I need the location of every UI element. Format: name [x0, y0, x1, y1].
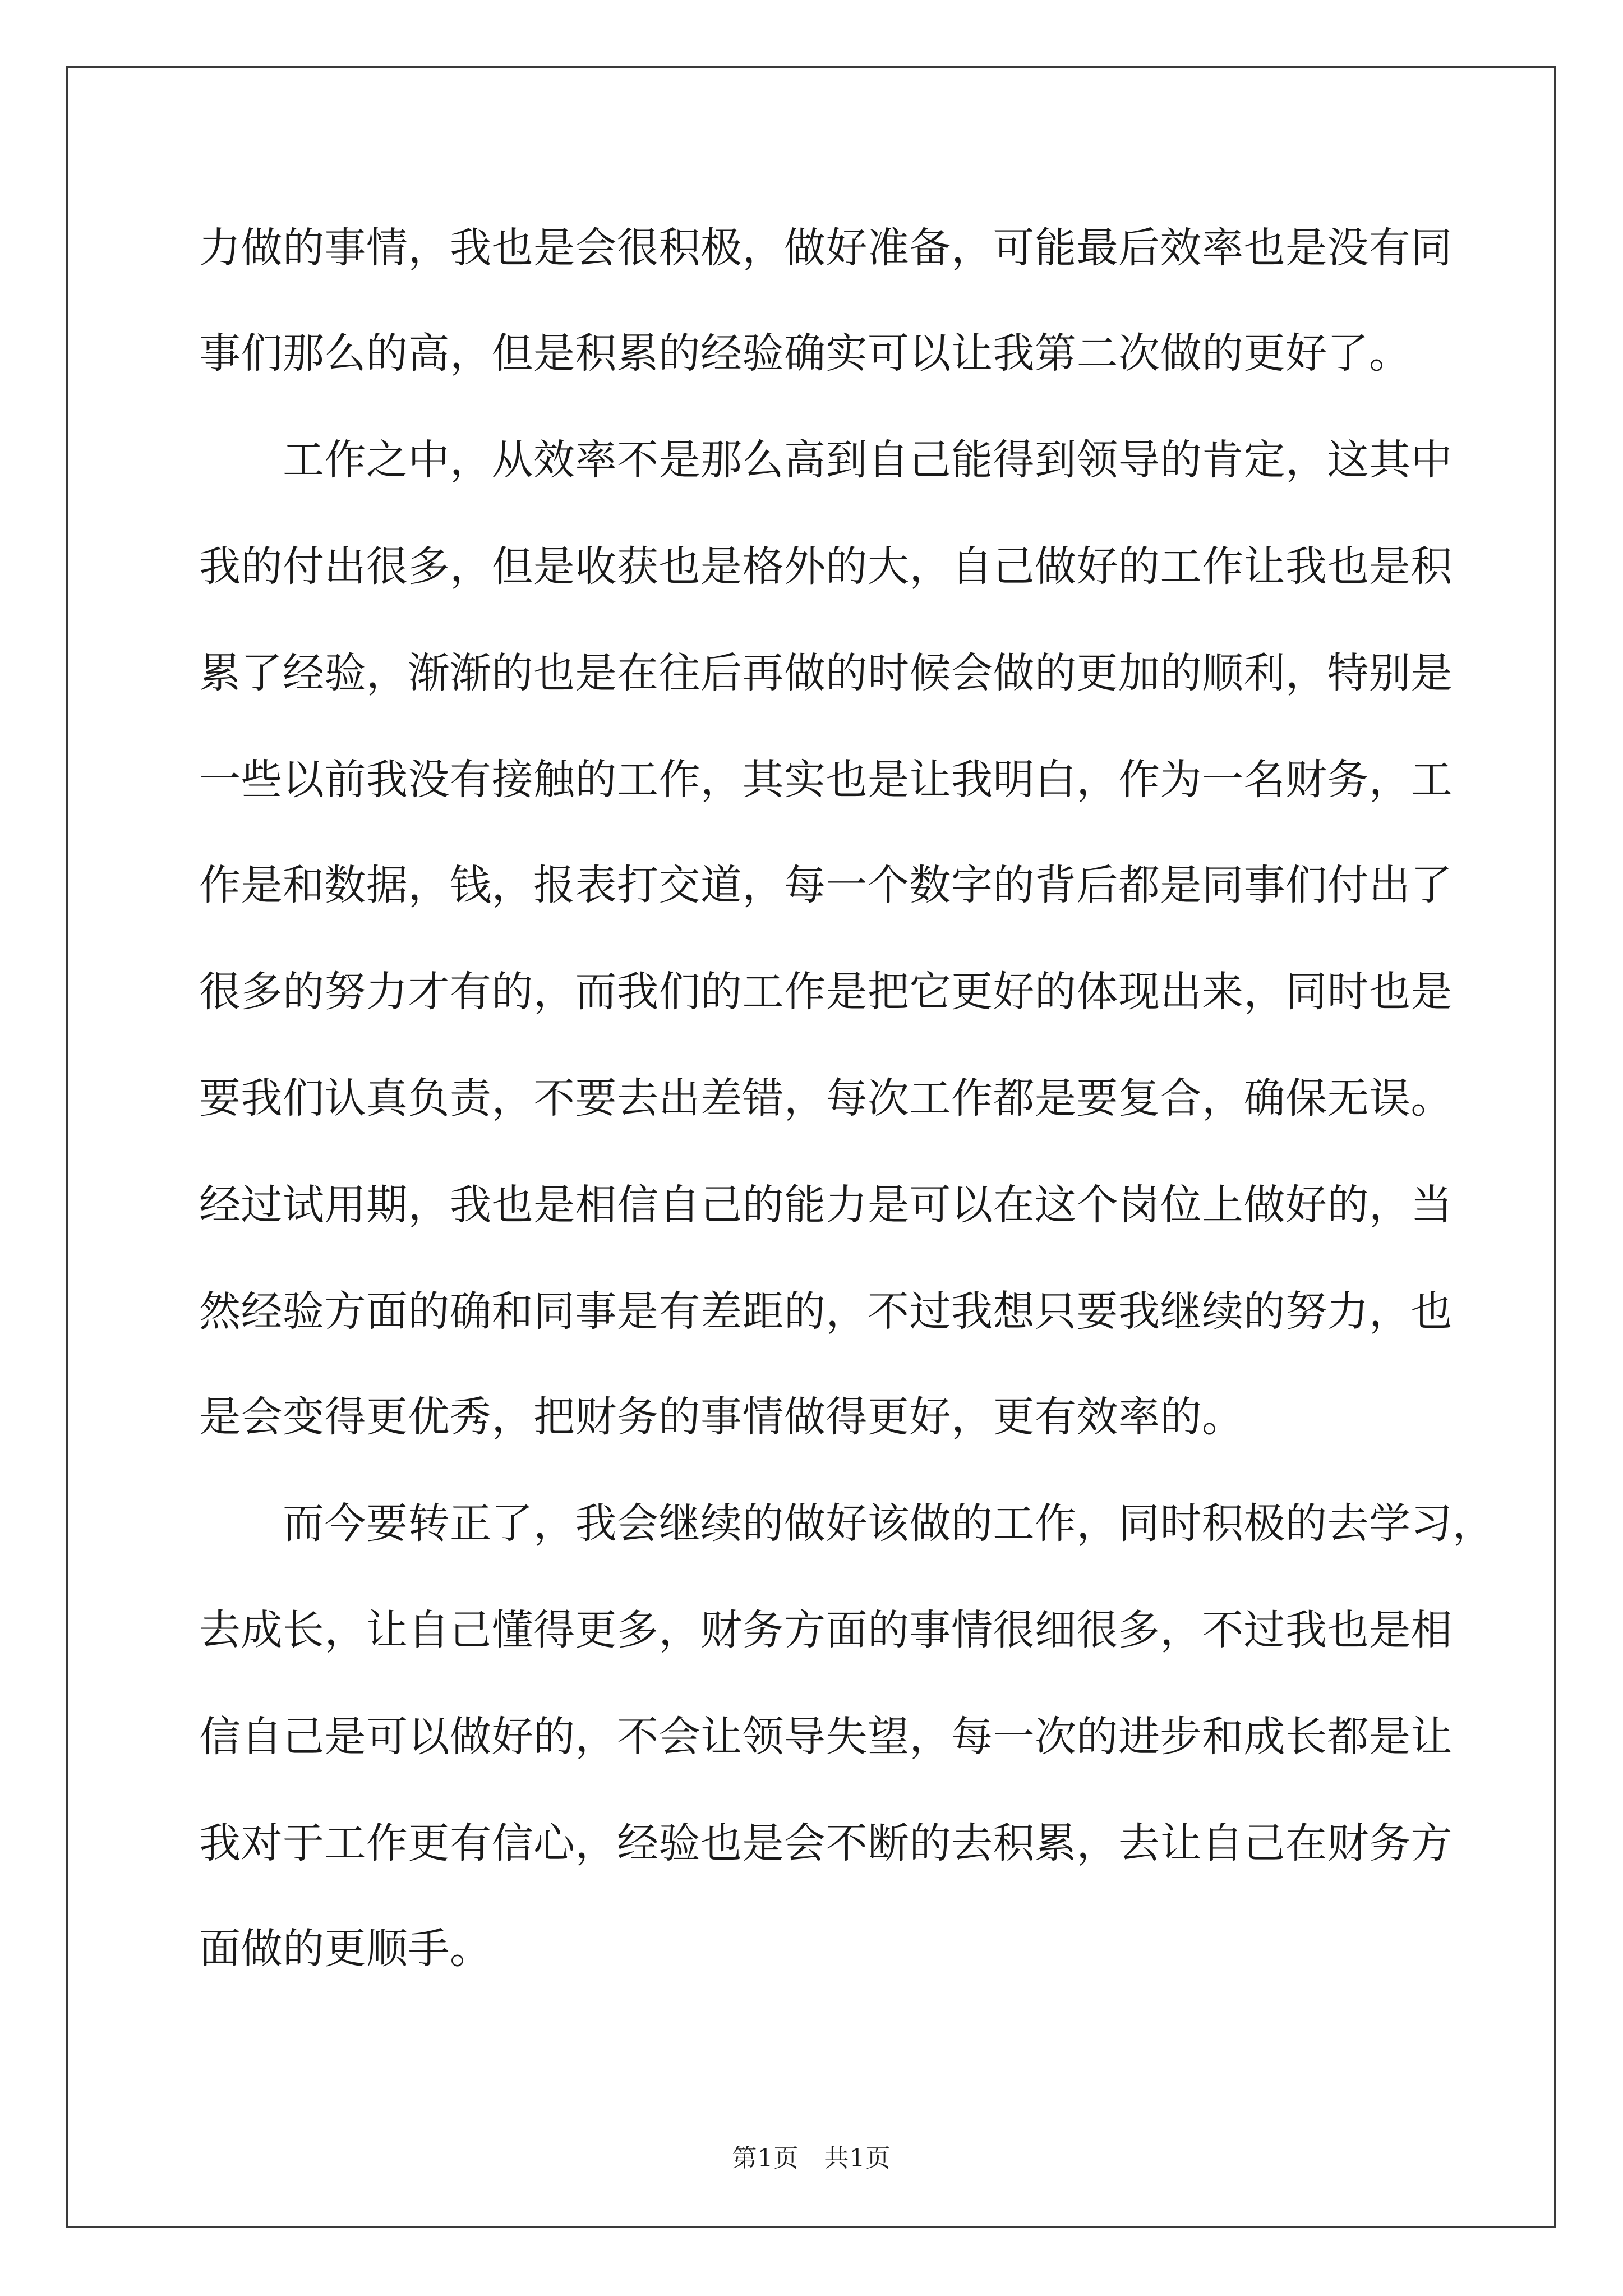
- body-text-line: 然经验方面的确和同事是有差距的，不过我想只要我继续的努力，也: [199, 1287, 1453, 1336]
- body-text-line: 力做的事情，我也是会很积极，做好准备，可能最后效率也是没有同: [199, 224, 1453, 272]
- body-text-line: 去成长，让自己懂得更多，财务方面的事情很细很多，不过我也是相: [199, 1606, 1453, 1654]
- page-number-footer: 第1页 共1页: [732, 2144, 891, 2173]
- body-text-line: 很多的努力才有的，而我们的工作是把它更好的体现出来，同时也是: [199, 968, 1453, 1016]
- body-text-line: 一些以前我没有接触的工作，其实也是让我明白，作为一名财务，工: [199, 756, 1453, 804]
- body-text-line: 我对于工作更有信心，经验也是会不断的去积累，去让自己在财务方: [199, 1819, 1453, 1867]
- body-text-line: 经过试用期，我也是相信自己的能力是可以在这个岗位上做好的，当: [199, 1181, 1453, 1229]
- body-text-line: 累了经验，渐渐的也是在往后再做的时候会做的更加的顺利，特别是: [199, 649, 1453, 697]
- body-text-line: 事们那么的高，但是积累的经验确实可以让我第二次做的更好了。: [199, 329, 1411, 378]
- body-text-line: 我的付出很多，但是收获也是格外的大，自己做好的工作让我也是积: [199, 542, 1453, 591]
- body-text-line: 面做的更顺手。: [199, 1925, 492, 1973]
- body-text-line: 是会变得更优秀，把财务的事情做得更好，更有效率的。: [199, 1393, 1244, 1441]
- body-text-line: 作是和数据，钱，报表打交道，每一个数字的背后都是同事们付出了: [199, 861, 1453, 909]
- page-border: [66, 66, 1556, 2228]
- body-text-line: 信自己是可以做好的，不会让领导失望，每一次的进步和成长都是让: [199, 1713, 1453, 1761]
- body-text-line: 工作之中，从效率不是那么高到自己能得到领导的肯定，这其中: [199, 436, 1453, 484]
- body-text-line: 而今要转正了，我会继续的做好该做的工作，同时积极的去学习，: [199, 1499, 1495, 1548]
- body-text-line: 要我们认真负责，不要去出差错，每次工作都是要复合，确保无误。: [199, 1074, 1453, 1122]
